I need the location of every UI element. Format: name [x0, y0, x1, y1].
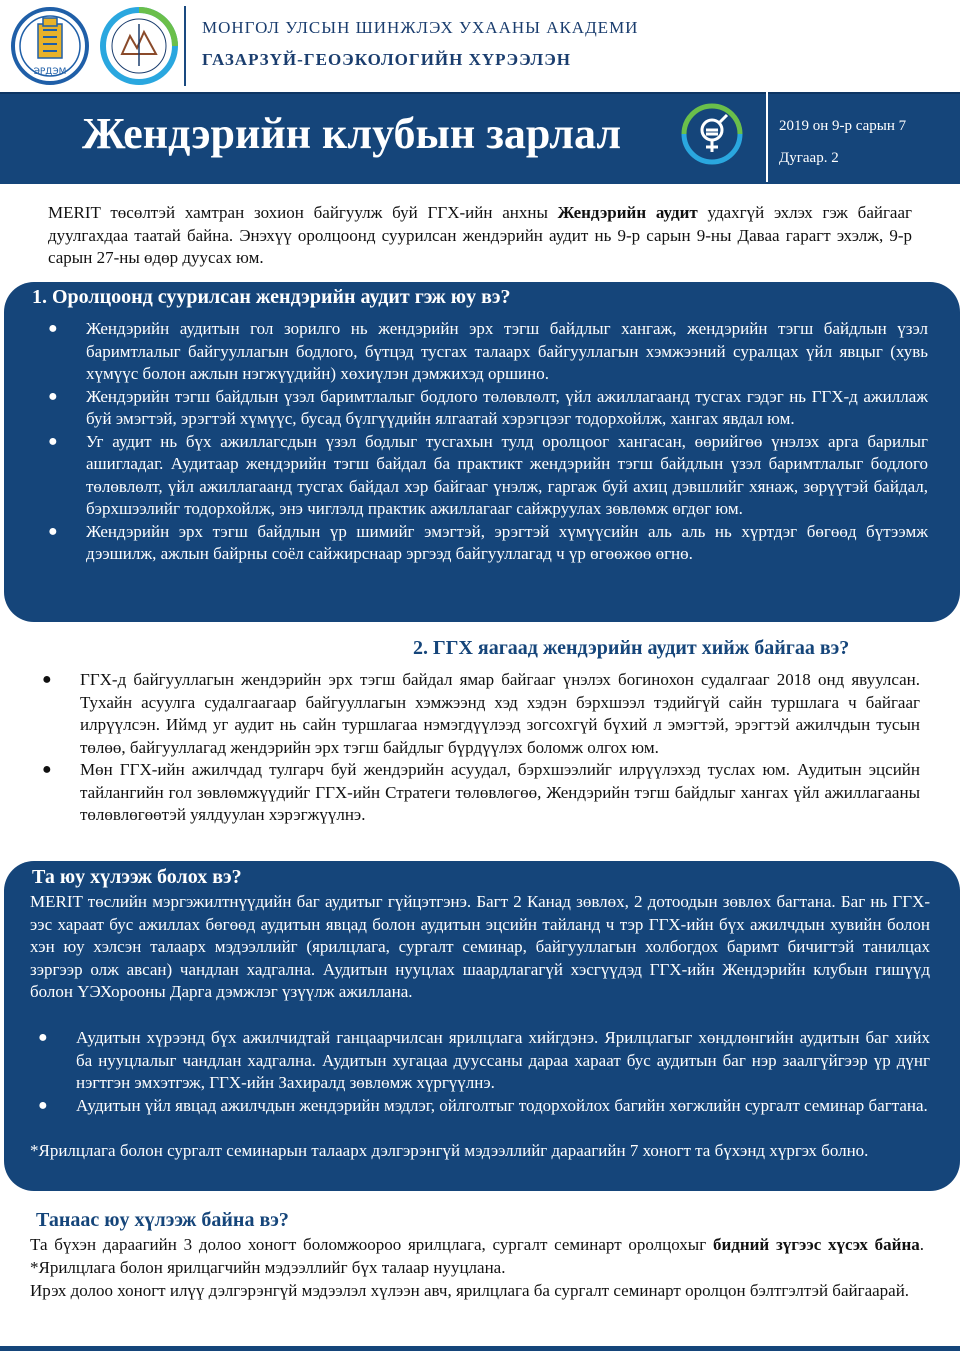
section1-list	[48, 318, 928, 566]
list-item: ● Аудитын үйл явцад ажилчдын жендэрийн мэдлэг, ойлголтыг тодорхойлох багийн хөгжлийн сургалт семинар багтана.	[38, 1095, 928, 1115]
section1-heading: 1. Оролцоонд суурилсан жендэрийн аудит гэж юу вэ?	[32, 286, 511, 308]
list-item: ● Жендэрийн аудитын гол зорилго нь жендэрийн эрх тэгш байдлыг хангаж, жендэрийн тэгш байдлын үзэл баримтлалыг байгууллагын бодлого, бүтцэд тусгах талаарх байгууллагын хэмжээний суралцах үйл явцыг (хувь хүмүүс болон ажлын нэгжүүдийн) хөхиүлэн дэмжихэд оршино.	[48, 319, 928, 383]
list-item: ● Мөн ГГХ-ийн ажилчдад тулгарч буй жендэрийн асуудал, бэрхшээлийг илрүүлэхэд туслах юм. Аудитын эцсийн тайлангийн гол зөвлөмжүүдийг ГГХ-ийн Стратеги төлөвлөгөө, Жендэрийн тэгш байдлыг хангах үйл ажиллагааны төлөвлөгөөтэй уялдуулан хэрэгжүүлнэ.	[42, 760, 920, 824]
list-item: ● Жендэрийн эрх тэгш байдлын үр шимийг эмэгтэй, эрэгтэй хүмүүсийн аль аль нь хүртдэг бөгөөд бүтээмж дээшилж, ажлын байрны соёл сайжирснаар эргээд байгууллагад ч үр өгөөжөө өгнө.	[48, 521, 928, 563]
issue-number: Дугаар. 2	[779, 150, 839, 166]
section2-heading: 2. ГГХ яагаад жендэрийн аудит хийж байгаа вэ?	[413, 637, 850, 659]
page-title: Жендэрийн клубын зарлал	[82, 109, 622, 158]
list-item: ● ГГХ-д байгууллагын жендэрийн эрх тэгш байдал ямар байгааг үнэлэх богинохон судалгааг 2018 онд явуулсан. Тухайн асуулга судалгаагаар байгууллагын хэмжээнд хэд хэдэн бэрхшээл тэдийгүй сайн туршлага ч байгааг илрүүлсэн. Иймд уг аудит нь сайн туршлагаа нэмэгдүүлээд зогсохгүй бүхий л эмэгтэй, эрэгтэй ажилчдын тусын төлөө, байгууллагад жендэрийн эрх тэгш байдлыг бүрдүүлэх боломж олгох юм.	[42, 670, 920, 757]
academy-name: МОНГОЛ УЛСЫН ШИНЖЛЭХ УХААНЫ АКАДЕМИ	[202, 18, 639, 37]
institute-name: ГАЗАРЗҮЙ-ГЕОЭКОЛОГИЙН ХҮРЭЭЛЭН	[202, 50, 571, 69]
intro-paragraph: MERIT төсөлтэй хамтран зохион байгуулж буй ГГХ-ийн анхны Жендэрийн аудит удахгүй эхлэх гэж байгааг дуулгахдаа таатай байна. Энэхүү оролцоонд суурилсан жендэрийн аудит нь 9-р сарын 9-ны Даваа гарагт эхэлж, 9-р сарын 27-ны өдөр дуусах юм.	[48, 203, 912, 267]
logo-text: ЭРДЭМ	[33, 67, 67, 77]
banner-divider	[766, 92, 768, 182]
section2-list	[42, 669, 920, 827]
academy-logo	[10, 6, 90, 86]
section3-list	[38, 1027, 930, 1117]
section4-paragraph: Та бүхэн дараагийн 3 долоо хоногт боломжоороо ярилцлага, сургалт семинарт оролцохыг бидний зүгээс хүсэх байна. *Ярилцлага болон ярилцагчийн мэдээллийг бүх талаар нууцлана.	[30, 1235, 924, 1277]
header-divider	[184, 6, 186, 86]
section4-paragraph-2: Ирэх долоо хоногт илүү дэлгэрэнгүй мэдээлэл хүлээн авч, ярилцлага ба сургалт семинарт оролцон бэлтгэлтэй байгаарай.	[30, 1281, 910, 1300]
section3-note: *Ярилцлага болон сургалт семинарын талаарх дэлгэрэнгүй мэдээллийг дараагийн 7 хоногт та бүхэнд хүргэх болно.	[30, 1141, 869, 1160]
bottom-rule	[0, 1346, 960, 1351]
list-item: ● Аудитын хүрээнд бүх ажилчидтай ганцаарчилсан ярилцлага хийгдэнэ. Ярилцлагыг хөндлөнгийн аудитын баг хийх ба нууцлалыг чандлан хадгална. Аудитын хугацаа дууссаны дараа хараат бус аудитын баг нэр заалгүйгээр үр дүнг нэгтгэн эмхэтгэж, ГГХ-ийн Захиралд зөвлөмж хүргүүлнэ.	[38, 1028, 930, 1092]
list-item: ● Жендэрийн тэгш байдлын үзэл баримтлалыг бодлого төлөвлөлт, үйл ажиллагаанд тусгах гэдэг нь ГГХ-д ажиллаж буй эмэгтэй, эрэгтэй хүмүүс, бусад бүлгүүдийн ялгаатай хэрэгцээг тодорхойлж, хангах явдал юм.	[48, 386, 928, 428]
issue-date: 2019 он 9-р сарын 7	[779, 118, 907, 134]
section3-heading: Та юу хүлээж болох вэ?	[32, 866, 242, 888]
institute-logo	[100, 6, 178, 86]
list-item: ● Уг аудит нь бүх ажиллагсдын үзэл бодлыг тусгахын тулд оролцоог хангасан, өөрийгөө үнэлэх арга барилыг ашигладаг. Аудитаар жендэрийн тэгш байдал ба практикт жендэрийн тэгш байдлын үзэл баримтлалыг бодлого төлөвлөлт, үйл ажиллагаанд тусгах байдал хэр байгааг үнэлж, гаргаж буй ахиц дэвшлийг хянаж, зөрүүтэй байдал, бэрхшээлийг тодорхойлж, энэ чиглэлд практик ажиллагааг сайжруулах зөвлөмж өгдөг юм.	[48, 431, 928, 518]
gender-equality-icon	[680, 102, 744, 166]
section3-paragraph: MERIT төслийн мэргэжилтнүүдийн баг аудитыг гүйцэтгэнэ. Багт 2 Канад зөвлөх, 2 дотоодын зөвлөх багтана. Баг нь ГГХ-ээс хараат бус ажиллах бөгөөд аудитын явцад болон аудитын эцсийн тайланд ч тэр ГГХ-ийн бүх ажилчдын хувийн болон хэн юу хэлсэн талаарх мэдээллийг (ярилцлага, сургалт семинар, байгууллагын холбогдох баримт бичигтэй танилцах зэргээр олж авсан) чандлан хадгална. Аудитын нууцлах шаардлагагүй хэсгүүдэд ГГХ-ийн Жендэрийн клубын гишүүд болон ҮЭХорооны Дарга дэмжлэг үзүүлж ажиллана.	[30, 892, 930, 1001]
section4-heading: Танаас юу хүлээж байна вэ?	[36, 1209, 289, 1231]
